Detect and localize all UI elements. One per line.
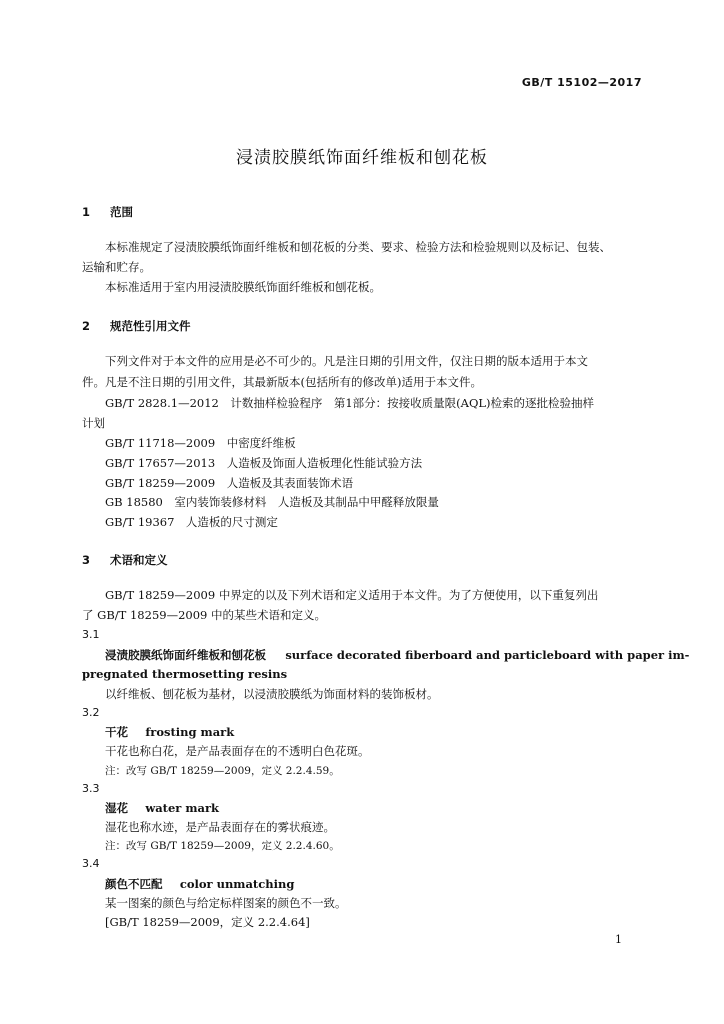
term-heading (105, 647, 689, 663)
term-definition: 湿花也称水迹，是产品表面存在的雾状痕迹。 (105, 820, 335, 834)
section-1-heading (82, 204, 133, 220)
term-number: 3.4 (82, 857, 100, 870)
paragraph-line: 运输和贮存。 (82, 260, 151, 274)
reference-line: GB/T 19367 人造板的尺寸测定 (105, 515, 278, 529)
paragraph-line: 本标准规定了浸渍胶膜纸饰面纤维板和刨花板的分类、要求、检验方法和检验规则以及标记、包装、 (105, 240, 611, 254)
paragraph-line: 本标准适用于室内用浸渍胶膜纸饰面纤维板和刨花板。 (105, 280, 381, 294)
term-heading (105, 800, 219, 816)
section-3-heading (82, 552, 168, 568)
term-chinese: 干花 (105, 725, 128, 739)
term-english: surface decorated fiberboard and particleboard with paper im- (285, 648, 690, 662)
term-number: 3.3 (82, 782, 100, 795)
paragraph-line: 下列文件对于本文件的应用是必不可少的。凡是注日期的引用文件，仅注日期的版本适用于本文 (105, 354, 588, 368)
term-note: 注：改写 GB/T 18259—2009，定义 2.2.4.60。 (105, 840, 340, 852)
reference-line: GB/T 18259—2009 人造板及其表面装饰术语 (105, 476, 354, 490)
section-title: 范围 (110, 205, 134, 219)
term-english: color unmatching (179, 877, 295, 891)
term-source: [GB/T 18259—2009，定义 2.2.4.64] (105, 915, 310, 929)
paragraph-line: 件。凡是不注日期的引用文件，其最新版本(包括所有的修改单)适用于本文件。 (82, 375, 482, 389)
section-2-heading (82, 318, 191, 334)
paragraph-line: 了 GB/T 18259—2009 中的某些术语和定义。 (82, 608, 326, 622)
reference-line: GB/T 17657—2013 人造板及饰面人造板理化性能试验方法 (105, 456, 423, 470)
reference-line: GB 18580 室内装饰装修材料 人造板及其制品中甲醛释放限量 (105, 495, 439, 509)
section-title: 规范性引用文件 (110, 319, 191, 333)
term-chinese: 湿花 (105, 801, 128, 815)
section-number: 1 (82, 205, 91, 219)
reference-line: GB/T 11718—2009 中密度纤维板 (105, 436, 296, 450)
term-english: frosting mark (145, 725, 235, 739)
section-number: 3 (82, 553, 91, 567)
page-number: 1 (615, 933, 622, 946)
term-chinese: 浸渍胶膜纸饰面纤维板和刨花板 (105, 648, 266, 662)
section-title: 术语和定义 (110, 553, 168, 567)
section-number: 2 (82, 319, 91, 333)
term-number: 3.1 (82, 628, 100, 641)
reference-line: 计划 (82, 416, 105, 430)
term-number: 3.2 (82, 706, 100, 719)
standard-number: GB/T 15102—2017 (521, 76, 642, 89)
term-definition: 以纤维板、刨花板为基材，以浸渍胶膜纸为饰面材料的装饰板材。 (105, 687, 439, 701)
term-english: water mark (145, 801, 220, 815)
reference-line: GB/T 2828.1—2012 计数抽样检验程序 第1部分：按接收质量限(AQL)检索的逐批检验抽样 (105, 396, 594, 410)
term-note: 注：改写 GB/T 18259—2009，定义 2.2.4.59。 (105, 765, 340, 777)
term-definition: 干花也称白花，是产品表面存在的不透明白色花斑。 (105, 744, 370, 758)
term-definition: 某一图案的颜色与给定标样图案的颜色不一致。 (105, 896, 347, 910)
term-chinese: 颜色不匹配 (105, 877, 163, 891)
paragraph-line: GB/T 18259—2009 中界定的以及下列术语和定义适用于本文件。为了方便使用，以下重复列出 (105, 588, 599, 602)
document-title: 浸渍胶膜纸饰面纤维板和刨花板 (236, 148, 488, 168)
term-heading (105, 724, 234, 740)
term-heading (105, 876, 294, 892)
term-english-cont: pregnated thermosetting resins (82, 667, 288, 681)
